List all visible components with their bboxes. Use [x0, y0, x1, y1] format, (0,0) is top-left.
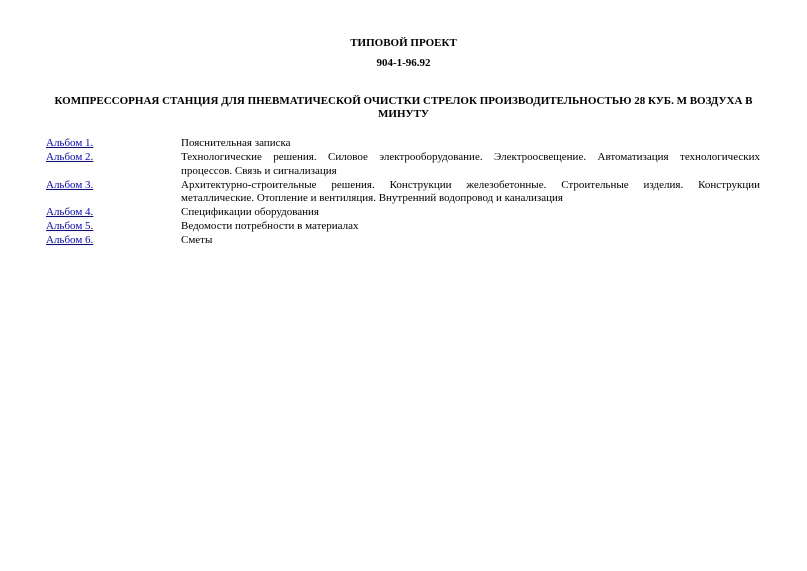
album-link-3[interactable]: Альбом 3. — [46, 178, 94, 191]
album-list — [46, 137, 760, 248]
album-link-6[interactable]: Альбом 6. — [46, 234, 94, 246]
album-link-4[interactable]: Альбом 4. — [46, 206, 94, 218]
album-description-4: Спецификации оборудования — [181, 206, 319, 218]
album-row-4 — [46, 206, 760, 220]
album-description-1: Пояснительная записка — [181, 137, 291, 149]
album-row-2 — [46, 151, 760, 178]
album-row-3 — [46, 179, 760, 206]
album-description-2: Технологические решения. Силовое электрооборудование. Электроосвещение. Автоматизация технологических процессов. Связь и сигнализация — [181, 151, 760, 177]
album-description-3: Архитектурно-строительные решения. Конструкции железобетонные. Строительные изделия. Конструкции металлические. Отопление и вентиляция. Внутренний водопровод и канализация — [181, 178, 760, 204]
album-link-1[interactable]: Альбом 1. — [46, 137, 94, 149]
album-row-6 — [46, 234, 760, 248]
album-description-6: Сметы — [181, 234, 213, 246]
album-link-2[interactable]: Альбом 2. — [46, 151, 94, 163]
album-row-1 — [46, 137, 760, 151]
project-code: 904-1-96.92 — [376, 57, 431, 69]
project-title: КОМПРЕССОРНАЯ СТАНЦИЯ ДЛЯ ПНЕВМАТИЧЕСКОЙ ОЧИСТКИ СТРЕЛОК ПРОИЗВОДИТЕЛЬНОСТЬЮ 28 КУБ. М ВОЗДУХА В МИНУТУ — [54, 95, 753, 120]
album-link-5[interactable]: Альбом 5. — [46, 220, 94, 232]
album-row-5 — [46, 220, 760, 234]
doc-type-heading: ТИПОВОЙ ПРОЕКТ — [350, 37, 457, 49]
album-description-5: Ведомости потребности в материалах — [181, 220, 359, 232]
